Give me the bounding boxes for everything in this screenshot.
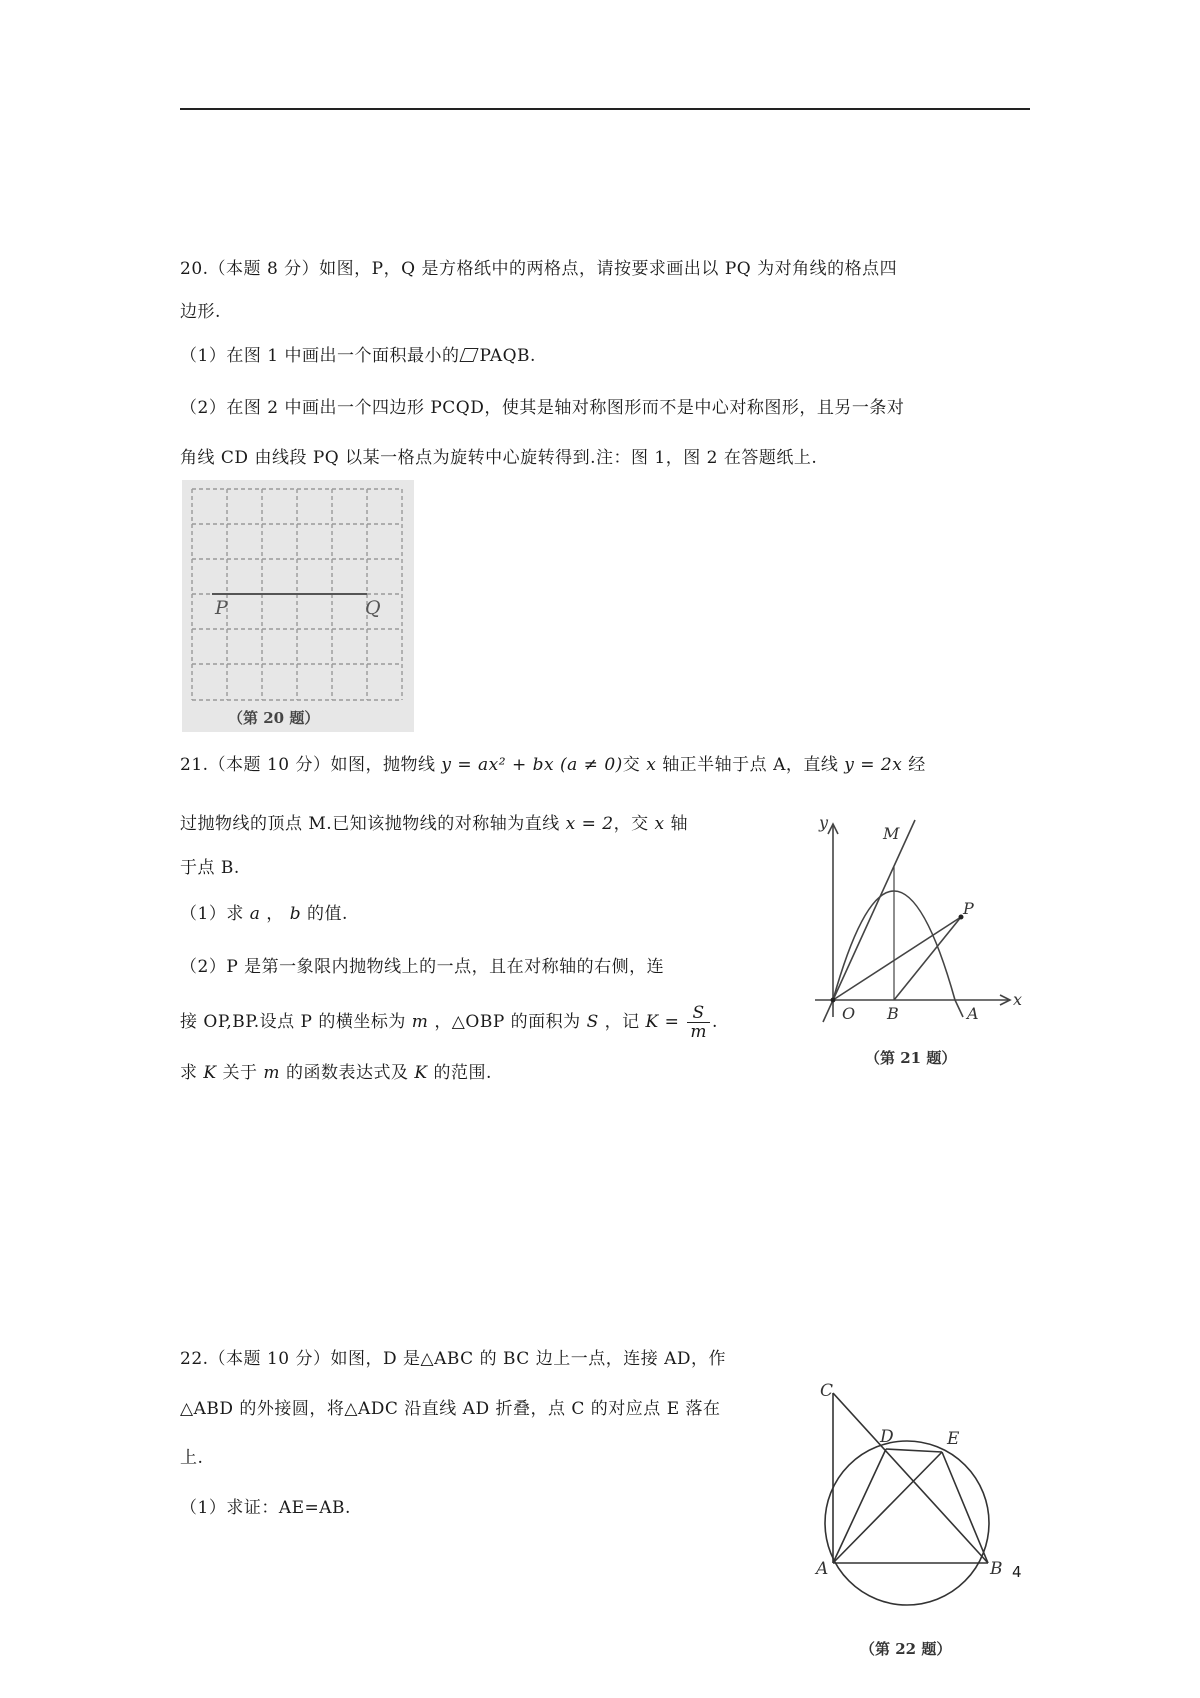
point-b-label: B bbox=[887, 1004, 899, 1023]
q21-part1 bbox=[180, 902, 348, 926]
q21-line2-x: x bbox=[654, 814, 665, 834]
q21-line3-text: 的函数表达式及 bbox=[285, 1063, 409, 1083]
y-axis-label: y bbox=[819, 813, 829, 832]
q21-var-k2: K bbox=[414, 1063, 428, 1083]
q21-part1-comma: ， bbox=[266, 904, 284, 924]
q21-var-m: m bbox=[411, 1012, 429, 1032]
point-c-label: C bbox=[820, 1381, 834, 1401]
q21-var-b: b bbox=[289, 904, 302, 924]
q20-part1-end: PAQB. bbox=[479, 346, 536, 366]
q21-line3: 于点 B. bbox=[180, 858, 240, 878]
point-d-label: D bbox=[880, 1427, 894, 1447]
x-axis-label: x bbox=[1013, 990, 1023, 1009]
q21-part2-text: 接 OP,BP.设点 P 的横坐标为 bbox=[180, 1012, 406, 1032]
q21-line3-end: 的范围. bbox=[433, 1063, 492, 1083]
q21-part1-text: （1）求 bbox=[180, 904, 244, 924]
q22-circle-svg bbox=[810, 1378, 1015, 1668]
point-p-label: P bbox=[215, 597, 228, 619]
q21-line2-zhou: 轴 bbox=[670, 814, 688, 834]
q20-caption: （第 20 题） bbox=[228, 709, 320, 727]
q21-var-m2: m bbox=[263, 1063, 281, 1083]
q21-part2-line3 bbox=[180, 1061, 492, 1085]
q21-line3-guanyu: 关于 bbox=[222, 1063, 258, 1083]
q21-figure bbox=[805, 812, 1025, 1072]
q21-graph-svg bbox=[805, 812, 1025, 1072]
q21-part2-ji: ，记 bbox=[604, 1012, 640, 1032]
q22-line2: △ABD 的外接圆，将△ADC 沿直线 AD 折叠，点 C 的对应点 E 落在 bbox=[180, 1399, 721, 1419]
q22-line1: 22.（本题 10 分）如图，D 是△ABC 的 BC 边上一点，连接 AD，作 bbox=[180, 1349, 727, 1369]
parallelogram-icon bbox=[460, 348, 479, 362]
q21-part2-line1: （2）P 是第一象限内抛物线上的一点，且在对称轴的右侧，连 bbox=[180, 957, 665, 977]
q21-var-s: S bbox=[586, 1012, 599, 1032]
q21-line1-jiao: 交 bbox=[622, 755, 641, 775]
q20-part1-text: （1）在图 1 中画出一个面积最小的 bbox=[180, 346, 460, 366]
header-rule bbox=[180, 108, 1030, 110]
q21-frac-num: S bbox=[687, 1004, 710, 1023]
q20-figure bbox=[182, 480, 414, 732]
q22-caption: （第 22 题） bbox=[860, 1640, 952, 1658]
q21-caption: （第 21 题） bbox=[865, 1049, 957, 1067]
q22-figure bbox=[810, 1378, 1015, 1693]
q21-line1-x: x bbox=[646, 755, 657, 775]
q20-line2: 边形. bbox=[180, 302, 221, 322]
q21-line1-text2: 轴正半轴于点 A，直线 bbox=[662, 755, 839, 775]
q21-fraction bbox=[687, 1004, 710, 1041]
q21-part1-end: 的值. bbox=[306, 904, 348, 924]
q21-line2 bbox=[180, 812, 688, 836]
q21-parabola-expr: y = ax² + bx (a ≠ 0) bbox=[441, 755, 623, 775]
q21-var-k: K bbox=[203, 1063, 217, 1083]
point-a-label: A bbox=[816, 1559, 829, 1579]
q21-part2-period: . bbox=[711, 1012, 718, 1032]
q20-part2-line2: 角线 CD 由线段 PQ 以某一格点为旋转中心旋转得到.注：图 1，图 2 在答题纸上. bbox=[180, 448, 818, 468]
point-m-label: M bbox=[883, 824, 900, 843]
origin-label: O bbox=[842, 1004, 856, 1023]
point-q-label: Q bbox=[365, 597, 381, 619]
point-b-label: B bbox=[990, 1559, 1003, 1579]
q20-part2-line1: （2）在图 2 中画出一个四边形 PCQD，使其是轴对称图形而不是中心对称图形，且另一条对 bbox=[180, 398, 905, 418]
q21-k-equals: K = bbox=[645, 1012, 680, 1032]
point-e-label: E bbox=[947, 1429, 960, 1449]
q21-line1-text: 21.（本题 10 分）如图，抛物线 bbox=[180, 755, 436, 775]
q20-part1 bbox=[180, 344, 536, 368]
q21-line2-jiao: ，交 bbox=[613, 814, 649, 834]
q21-frac-den: m bbox=[690, 1022, 707, 1042]
q21-line2-text: 过抛物线的顶点 M.已知该抛物线的对称轴为直线 bbox=[180, 814, 560, 834]
q22-line3: 上. bbox=[180, 1448, 204, 1468]
point-a-label: A bbox=[967, 1004, 979, 1023]
q21-part2-line2 bbox=[180, 1004, 718, 1041]
q21-line3-qiu: 求 bbox=[180, 1063, 198, 1083]
q22-part1: （1）求证：AE=AB. bbox=[180, 1498, 351, 1518]
q21-line-expr: y = 2x bbox=[844, 755, 903, 775]
q21-var-a: a bbox=[249, 904, 261, 924]
q21-axis-expr: x = 2 bbox=[565, 814, 614, 834]
point-p-label: P bbox=[963, 899, 974, 918]
q21-line1-jing: 经 bbox=[908, 755, 926, 775]
q21-line1 bbox=[180, 753, 926, 777]
q21-part2-text2: ，△OBP 的面积为 bbox=[434, 1012, 581, 1032]
q20-line1: 20.（本题 8 分）如图，P，Q 是方格纸中的两格点，请按要求画出以 PQ 为对角线的格点四 bbox=[180, 259, 898, 279]
page-number: 4 bbox=[1012, 1563, 1022, 1581]
